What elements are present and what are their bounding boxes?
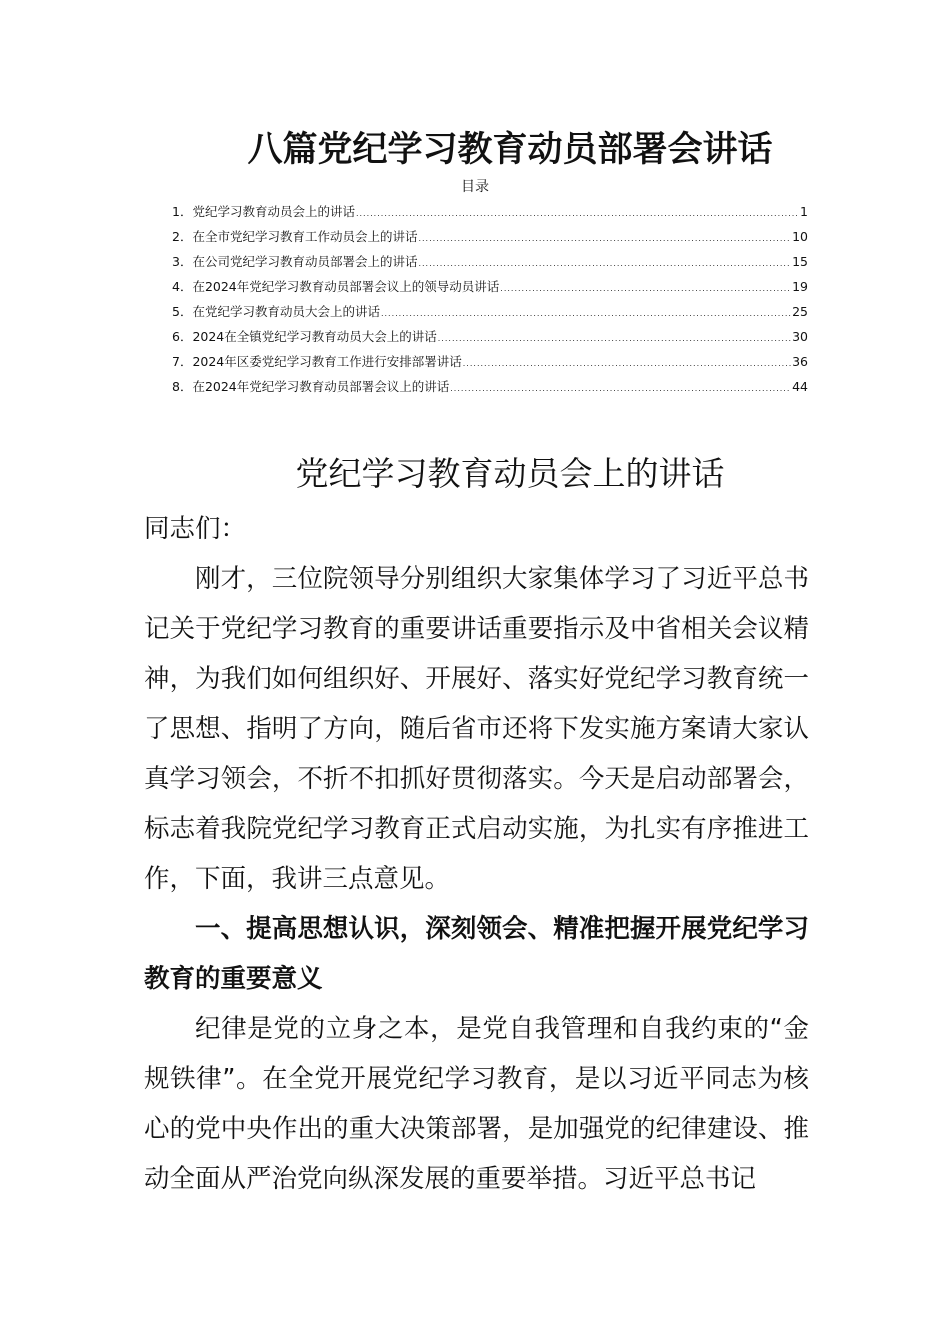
body-text [144, 504, 809, 1204]
paragraph: 纪律是党的立身之本，是党自我管理和自我约束的“金规铁律”。在全党开展党纪学习教育，是以习近平同志为核心的党中央作出的重大决策部署，是加强党的纪律建设、推动全面从严治党向纵深发展的重要举措。习近平总书记 [144, 1014, 809, 1194]
toc-item-page: 30 [792, 329, 808, 344]
toc-leader-dots [381, 304, 791, 324]
toc-item-page: 15 [792, 254, 808, 269]
toc-item-page: 19 [792, 279, 808, 294]
toc-item[interactable] [172, 327, 808, 352]
toc-item-number: 6． [172, 329, 193, 344]
toc-leader-dots [418, 229, 791, 249]
toc-leader-dots [463, 354, 791, 374]
toc-leader-dots [500, 279, 791, 299]
toc-item-number: 8． [172, 379, 193, 394]
toc-item-number: 7． [172, 354, 193, 369]
toc-item-page: 44 [792, 379, 808, 394]
toc-item[interactable] [172, 302, 808, 327]
toc-item[interactable] [172, 277, 808, 302]
toc-item[interactable] [172, 202, 808, 227]
toc-item-page: 25 [792, 304, 808, 319]
toc-item-title: 在全市党纪学习教育工作动员会上的讲话 [192, 229, 418, 244]
toc-item-page: 1 [800, 204, 808, 219]
toc-leader-dots [438, 329, 791, 349]
toc-item-page: 36 [792, 354, 808, 369]
toc-item-number: 2． [172, 229, 193, 244]
toc-item[interactable] [172, 252, 808, 277]
document-title: 八篇党纪学习教育动员部署会讲话 [247, 130, 773, 170]
toc-item-number: 1． [172, 204, 193, 219]
section-heading: 一、提高思想认识，深刻领会、精准把握开展党纪学习教育的重要意义 [144, 914, 809, 994]
paragraph: 刚才，三位院领导分别组织大家集体学习了习近平总书记关于党纪学习教育的重要讲话重要指示及中省相关会议精神，为我们如何组织好、开展好、落实好党纪学习教育统一了思想、指明了方向，随后省市还将下发实施方案请大家认真学习领会，不折不扣抓好贯彻落实。今天是启动部署会，标志着我院党纪学习教育正式启动实施，为扎实有序推进工作，下面，我讲三点意见。 [144, 564, 809, 894]
section-title: 党纪学习教育动员会上的讲话 [295, 454, 725, 493]
toc-item-number: 3． [172, 254, 193, 269]
salutation: 同志们： [144, 514, 247, 544]
toc-item-title: 在2024年党纪学习教育动员部署会议上的领导动员讲话 [192, 279, 500, 294]
toc-leader-dots [450, 379, 791, 399]
toc-item-title: 在党纪学习教育动员大会上的讲话 [192, 304, 380, 319]
toc-leader-dots [356, 204, 799, 224]
toc-heading: 目录 [461, 179, 489, 195]
toc-item-title: 2024年区委党纪学习教育工作进行安排部署讲话 [192, 354, 462, 369]
toc-item[interactable] [172, 227, 808, 252]
table-of-contents [172, 202, 808, 402]
toc-item-title: 2024在全镇党纪学习教育动员大会上的讲话 [192, 329, 437, 344]
toc-item[interactable] [172, 352, 808, 377]
toc-item-title: 在公司党纪学习教育动员部署会上的讲话 [192, 254, 418, 269]
toc-item-number: 4． [172, 279, 193, 294]
toc-item[interactable] [172, 377, 808, 402]
toc-item-number: 5． [172, 304, 193, 319]
toc-leader-dots [418, 254, 791, 274]
toc-item-page: 10 [792, 229, 808, 244]
toc-item-title: 在2024年党纪学习教育动员部署会议上的讲话 [192, 379, 450, 394]
toc-item-title: 党纪学习教育动员会上的讲话 [192, 204, 355, 219]
